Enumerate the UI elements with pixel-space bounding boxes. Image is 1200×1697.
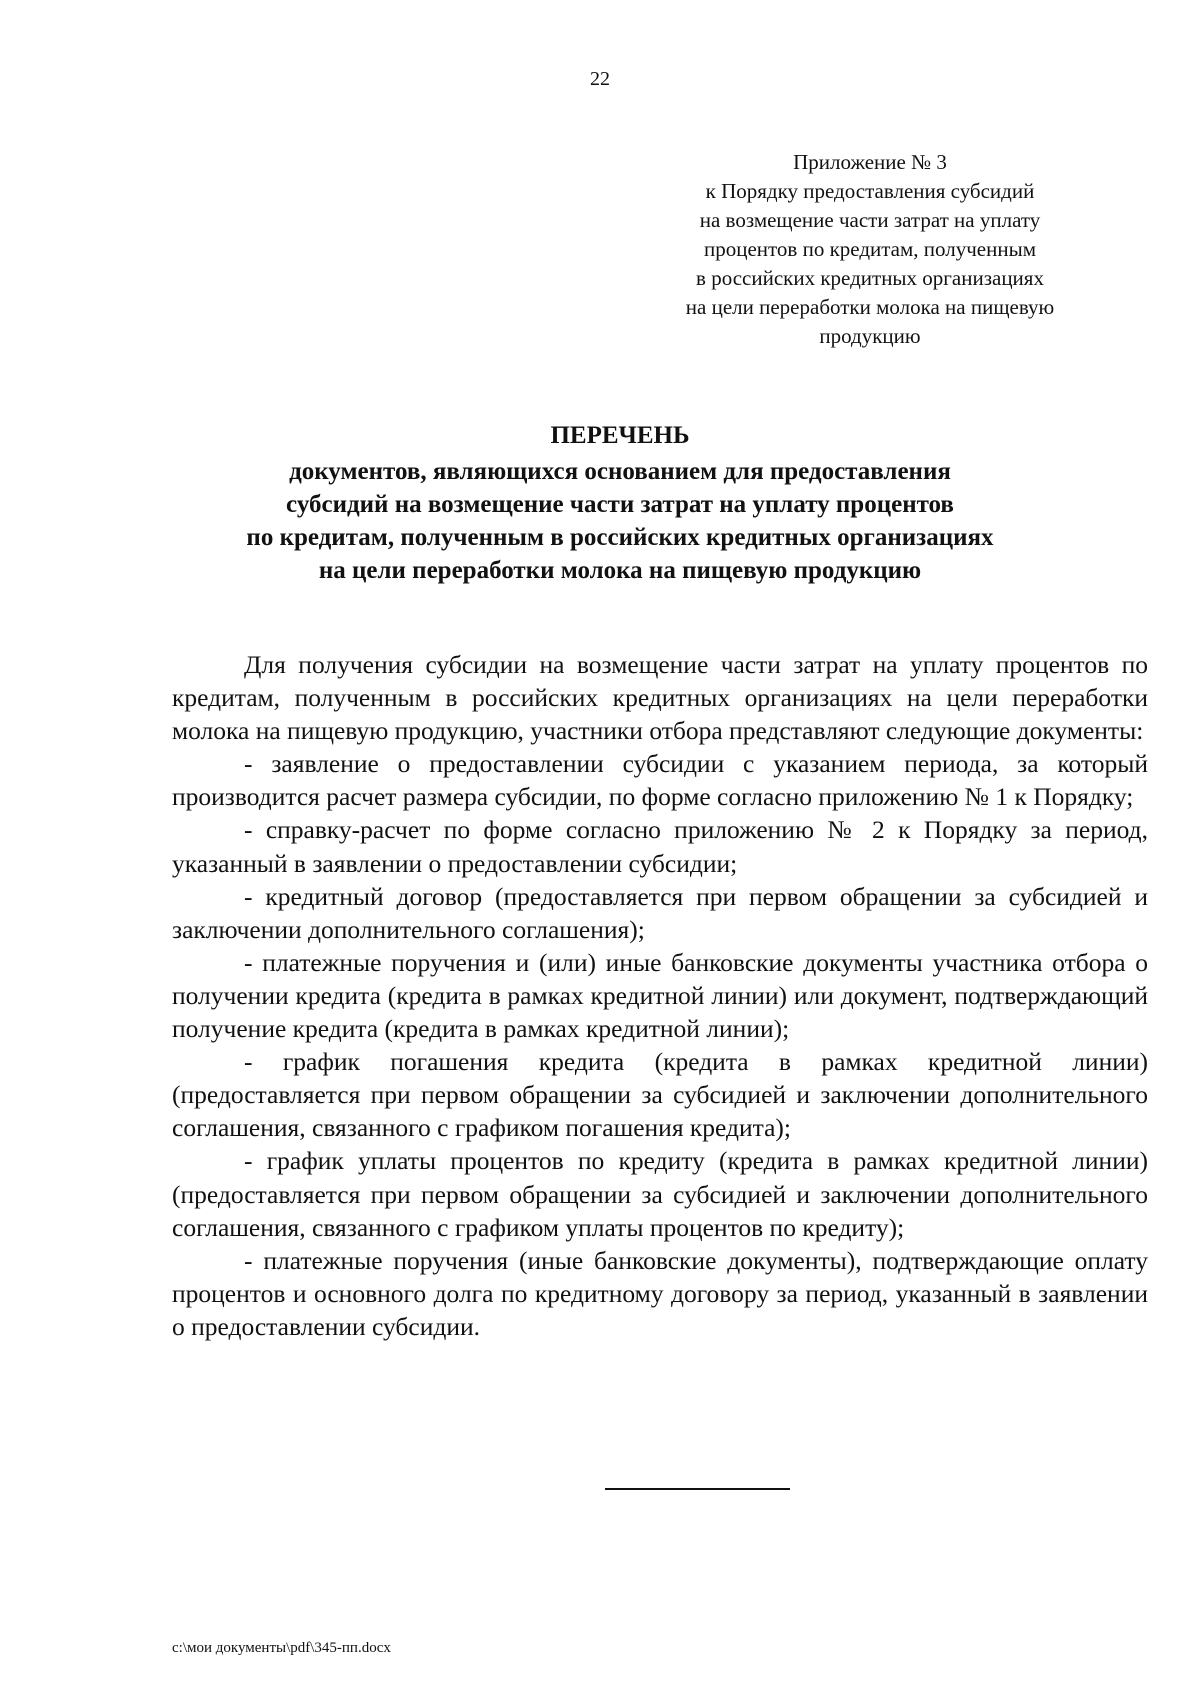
list-item: - платежные поручения (иные банковские документы), подтверждающие оплату процентов и основного долга по кредитному договору за период, указанный в заявлении о предоставлении субсидии. — [172, 1245, 1148, 1341]
list-item: - справку-расчет по форме согласно приложению № 2 к Порядку за период, указанный в заявлении о предоставлении субсидии; — [172, 815, 1148, 878]
subtitle-line: на цели переработки молока на пищевую продукцию — [318, 557, 922, 584]
appendix-line: на цели переработки молока на пищевую — [685, 295, 1055, 319]
list-item: - график уплаты процентов по кредиту (кредита в рамках кредитной линии) (предоставляется при первом обращении за субсидией и заключении дополнительного соглашения, связанного с графиком уплаты процентов по кредиту); — [172, 1146, 1148, 1242]
list-item: - платежные поручения и (или) иные банковские документы участника отбора о получении кредита (кредита в рамках кредитной линии) или документ, подтверждающий получение кредита (кредита в рамках кредитной линии); — [172, 947, 1148, 1044]
appendix-line: Приложение № 3 — [793, 150, 947, 174]
document-title-block — [170, 420, 1070, 587]
subtitle-line: субсидий на возмещение части затрат на уплату процентов — [286, 491, 954, 518]
document-subtitle — [170, 455, 1070, 587]
end-separator-line — [605, 1488, 790, 1490]
appendix-line: процентов по кредитам, полученным — [703, 237, 1036, 261]
list-item: - кредитный договор (предоставляется при первом обращении за субсидией и заключении дополнительного соглашения); — [172, 881, 1148, 944]
appendix-line: продукцию — [819, 324, 921, 348]
document-body — [172, 648, 1148, 1343]
footer-file-path: c:\мои документы\pdf\345-пп.docx — [172, 1640, 391, 1656]
list-item: - заявление о предоставлении субсидии с указанием периода, за который производится расчет размера субсидии, по форме согласно приложению № 1 к Порядку; — [172, 749, 1148, 812]
subtitle-line: по кредитам, полученным в российских кредитных организациях — [246, 524, 994, 551]
list-item: - график погашения кредита (кредита в рамках кредитной линии) (предоставляется при первом обращении за субсидией и заключении дополнительного соглашения, связанного с графиком погашения кредита); — [172, 1047, 1148, 1143]
page-number: 22 — [590, 68, 610, 90]
subtitle-line: документов, являющихся основанием для предоставления — [289, 458, 951, 485]
document-title: ПЕРЕЧЕНЬ — [550, 422, 690, 449]
appendix-line: к Порядку предоставления субсидий — [705, 179, 1035, 203]
appendix-header — [660, 148, 1080, 351]
appendix-line: на возмещение части затрат на уплату — [699, 208, 1041, 232]
appendix-line: в российских кредитных организациях — [696, 266, 1044, 290]
intro-paragraph: Для получения субсидии на возмещение части затрат на уплату процентов по кредитам, полученным в российских кредитных организациях на цели переработки молока на пищевую продукцию, участники отбора представляют следующие документы: — [172, 650, 1148, 746]
